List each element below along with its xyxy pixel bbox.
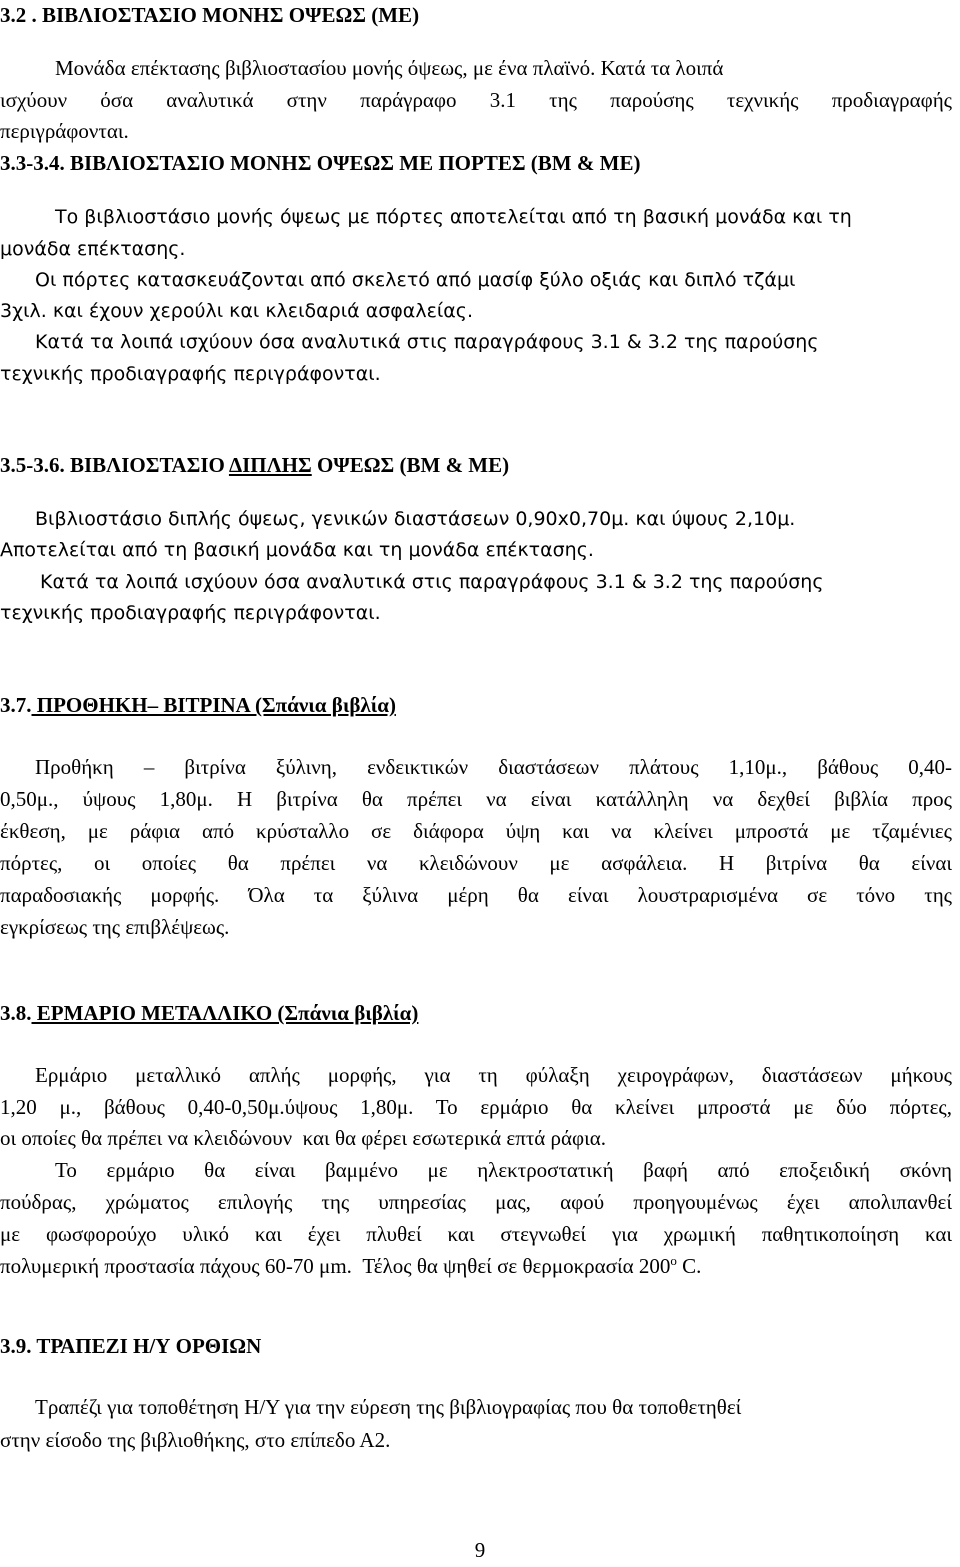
section-3-8-line-6: με φωσφορούχο υλικό και έχει πλυθεί και στεγνωθεί για χρωμική παθητικοποίηση και xyxy=(0,1222,952,1246)
section-3-3-heading xyxy=(0,150,640,176)
section-3-5-line-1: Βιβλιοστάσιο διπλής όψεως, γενικών διαστάσεων 0,90x0,70μ. και ύψους 2,10μ. xyxy=(35,508,796,530)
section-3-3-line-2: μονάδα επέκτασης. xyxy=(0,238,186,260)
section-3-7-heading xyxy=(0,692,396,718)
section-3-5-line-3: Κατά τα λοιπά ισχύουν όσα αναλυτικά στις παραγράφους 3.1 & 3.2 της παρούσης xyxy=(40,571,824,593)
section-3-8-line-4: Το ερμάριο θα είναι βαμμένο με ηλεκτροστατική βαφή από εποξειδική σκόνη xyxy=(55,1158,952,1182)
section-3-5-line-4: τεχνικής προδιαγραφής περιγράφονται. xyxy=(0,602,381,624)
section-3-5-number: 3.5-3.6. xyxy=(0,453,65,477)
section-3-7-title: ΠΡΟΘΗΚΗ– ΒΙΤΡΙΝΑ (Σπάνια βιβλία) xyxy=(31,693,396,717)
section-3-8-line-2: 1,20 μ., βάθους 0,40-0,50μ.ύψους 1,80μ. Το ερμάριο θα κλείνει μπροστά με δύο πόρτες, xyxy=(0,1095,952,1119)
section-3-3-line-3: Οι πόρτες κατασκευάζονται από σκελετό από μασίφ ξύλο οξιάς και διπλό τζάμι xyxy=(35,269,796,291)
section-3-9-line-1: Τραπέζι για τοποθέτηση Η/Υ για την εύρεση της βιβλιογραφίας που θα τοποθετηθεί xyxy=(35,1395,742,1419)
section-3-5-title-underlined: ΔΙΠΛΗΣ xyxy=(228,453,312,477)
section-3-3-number: 3.3-3.4. xyxy=(0,151,65,175)
section-3-8-line-3: οι οποίες θα πρέπει να κλειδώνουν και θα φέρει εσωτερικά επτά ράφια. xyxy=(0,1126,607,1150)
section-3-7-line-4: πόρτες, οι οποίες θα πρέπει να κλειδώνουν με ασφάλεια. Η βιτρίνα θα είναι xyxy=(0,851,952,875)
section-3-9-heading: 3.9. ΤΡΑΠΕΖΙ Η/Υ ΟΡΘΙΩΝ xyxy=(0,1334,262,1358)
section-3-3-title: ΒΙΒΛΙΟΣΤΑΣΙΟ ΜΟΝΗΣ ΟΨΕΩΣ ΜΕ ΠΟΡΤΕΣ (ΒΜ & ΜΕ) xyxy=(64,151,641,175)
degree-superscript: o xyxy=(670,1253,677,1268)
section-3-7-line-2: 0,50μ., ύψους 1,80μ. Η βιτρίνα θα πρέπει να είναι κατάλληλη να δεχθεί βιβλία προς xyxy=(0,787,952,811)
section-3-3-line-4: 3χιλ. και έχουν χερούλι και κλειδαριά ασφαλείας. xyxy=(0,300,473,322)
section-3-7-line-1: Προθήκη – βιτρίνα ξύλινη, ενδεικτικών διαστάσεων πλάτους 1,10μ., βάθους 0,40- xyxy=(35,755,952,779)
section-3-8-number: 3.8. xyxy=(0,1001,32,1025)
section-3-2-line-1: Μονάδα επέκτασης βιβλιοστασίου μονής όψεως, με ένα πλαϊνό. Κατά τα λοιπά xyxy=(55,56,724,80)
section-3-3-line-1: Το βιβλιοστάσιο μονής όψεως με πόρτες αποτελείται από τη βασική μονάδα και τη xyxy=(55,206,852,228)
section-3-7-line-3: έκθεση, με ράφια από κρύσταλλο σε διάφορα ύψη και να κλείνει μπροστά με τζαμένιες xyxy=(0,819,952,843)
section-3-8-title: ΕΡΜΑΡΙΟ ΜΕΤΑΛΛΙΚΟ (Σπάνια βιβλία) xyxy=(31,1001,419,1025)
section-3-2-heading: 3.2 . ΒΙΒΛΙΟΣΤΑΣΙΟ ΜΟΝΗΣ ΟΨΕΩΣ (ΜΕ) xyxy=(0,3,420,27)
section-3-7-line-5: παραδοσιακής μορφής. Όλα τα ξύλινα μέρη θα είναι λουστραρισμένα σε τόνο της xyxy=(0,883,952,907)
section-3-8-line-7 xyxy=(0,1253,701,1279)
section-3-8-heading xyxy=(0,1000,418,1026)
section-3-2-line-2: ισχύουν όσα αναλυτικά στην παράγραφο 3.1 της παρούσης τεχνικής προδιαγραφής xyxy=(0,88,952,112)
section-3-5-line-2: Αποτελείται από τη βασική μονάδα και τη μονάδα επέκτασης. xyxy=(0,539,594,561)
section-3-7-number: 3.7. xyxy=(0,693,32,717)
section-3-8-line-1: Ερμάριο μεταλλικό απλής μορφής, για τη φύλαξη χειρογράφων, διαστάσεων μήκους xyxy=(35,1063,952,1087)
section-3-8-line-7-tail: C. xyxy=(676,1254,702,1278)
section-3-5-title-post: ΟΨΕΩΣ (ΒΜ & ΜΕ) xyxy=(311,453,510,477)
section-3-5-heading xyxy=(0,452,509,478)
section-3-3-line-5: Κατά τα λοιπά ισχύουν όσα αναλυτικά στις παραγράφους 3.1 & 3.2 της παρούσης xyxy=(35,331,819,353)
section-3-8-line-5: πούδρας, χρώματος επιλογής της υπηρεσίας μας, αφού προηγουμένως έχει απολιπανθεί xyxy=(0,1190,952,1214)
page-number: 9 xyxy=(474,1538,486,1562)
section-3-9-line-2: στην είσοδο της βιβλιοθήκης, στο επίπεδο Α2. xyxy=(0,1428,391,1452)
section-3-2-line-3: περιγράφονται. xyxy=(0,119,129,143)
section-3-3-line-6: τεχνικής προδιαγραφής περιγράφονται. xyxy=(0,363,381,385)
section-3-7-line-6: εγκρίσεως της επιβλέψεως. xyxy=(0,915,230,939)
section-3-5-title-pre: ΒΙΒΛΙΟΣΤΑΣΙΟ xyxy=(64,453,229,477)
section-3-8-line-7-text: πολυμερική προστασία πάχους 60-70 μm. Τέλος θα ψηθεί σε θερμοκρασία 200 xyxy=(0,1254,671,1278)
